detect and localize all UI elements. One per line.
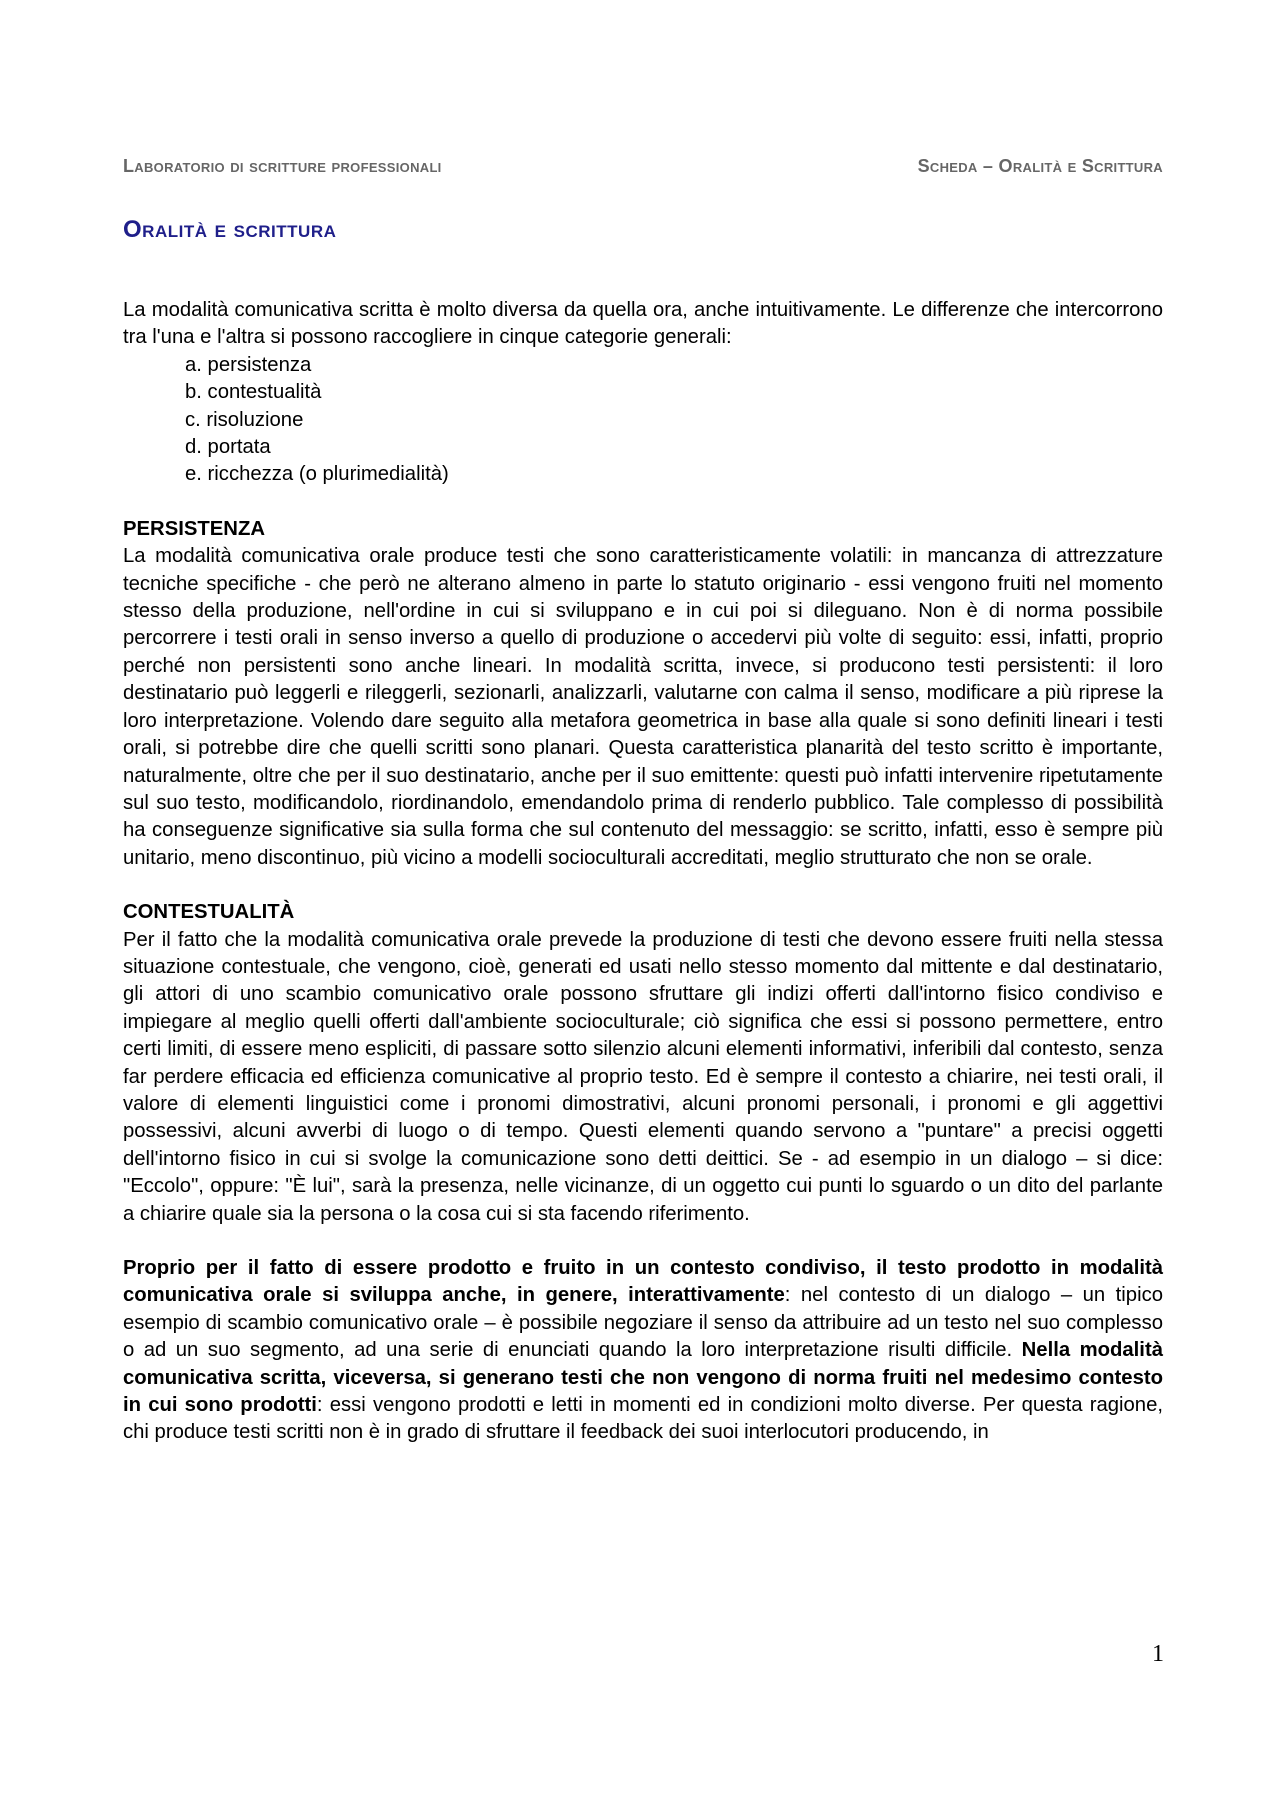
header-sheet-title: Scheda – Oralità e Scrittura [917, 156, 1163, 176]
section-heading-persistenza: PERSISTENZA [123, 517, 265, 540]
list-item: e. ricchezza (o plurimedialità) [185, 463, 449, 486]
header-course-title: Laboratorio di scritture professionali [123, 156, 442, 176]
paragraph-spacer [123, 1228, 1163, 1255]
page-header [123, 156, 1163, 180]
list-item: a. persistenza [185, 353, 312, 376]
paragraph-persistenza: La modalità comunicativa orale produce testi che sono caratteristicamente volatili: in mancanza di attrezzature tecniche specifiche - che però ne alterano almeno in parte lo statuto originario - essi vengono fruiti nel momento stesso della produzione, nell'ordine in cui si sviluppano e in cui poi si dileguano. Non è di norma possibile percorrere i testi orali in senso inverso a quello di produzione o accedervi più volte di seguito: essi, infatti, proprio perché non persistenti sono anche lineari. In modalità scritta, invece, si producono testi persistenti: il loro destinatario può leggerli e rileggerli, sezionarli, analizzarli, valutarne con calma il senso, modificare a più riprese la loro interpretazione. Volendo dare seguito alla metafora geometrica in base alla quale si sono definiti lineari i testi orali, si potrebbe dire che quelli scritti sono planari. Questa caratteristica planarità del testo scritto è importante, naturalmente, oltre che per il suo destinatario, anche per il suo emittente: questi può infatti intervenire ripetutamente sul suo testo, modificandolo, riordinandolo, emendandolo prima di renderlo pubblico. Tale complesso di possibilità ha conseguenze significative sia sulla forma che sul contenuto del messaggio: se scritto, infatti, esso è sempre più unitario, meno discontinuo, più vicino a modelli socioculturali accreditati, meglio strutturato che non se orale. [123, 545, 1163, 869]
paragraph-contestualita: Per il fatto che la modalità comunicativa orale prevede la produzione di testi che devono essere fruiti nella stessa situazione contestuale, che vengono, cioè, generati ed usati nello stesso momento dal mittente e dal destinatario, gli attori di uno scambio comunicativo orale possono sfruttare gli indizi offerti dall'intorno fisico condiviso e impiegare al meglio quelli offerti dall'ambiente socioculturale; ciò significa che essi si possono permettere, entro certi limiti, di essere meno espliciti, di passare sotto silenzio alcuni elementi informativi, inferibili dal contesto, senza far perdere efficacia ed efficienza comunicative al proprio testo. Ed è sempre il contesto a chiarire, nei testi orali, il valore di elementi linguistici come i pronomi dimostrativi, alcuni pronomi personali, i pronomi e gli aggettivi possessivi, alcuni avverbi di luogo o di tempo. Questi elementi quando servono a "puntare" a precisi oggetti dell'intorno fisico in cui si svolge la comunicazione sono detti deittici. Se - ad esempio in un dialogo – si dice: "Eccolo", oppure: "È lui", sarà la presenza, nelle vicinanze, di un oggetto cui punti lo sguardo o un dito del parlante a chiarire quale sia la persona o la cosa cui si sta facendo riferimento. [123, 928, 1163, 1225]
list-item: c. risoluzione [185, 408, 304, 431]
section-heading-contestualita: CONTESTUALITÀ [123, 901, 295, 924]
list-item: d. portata [185, 436, 271, 459]
intro-paragraph: La modalità comunicativa scritta è molto diversa da quella ora, anche intuitivamente. Le differenze che intercorrono tra l'una e l'altra si possono raccogliere in cinque categorie generali: [123, 299, 1163, 349]
page-number: 1 [1152, 1641, 1164, 1667]
emphasis-text: Nella modalità comunicativa scritta, viceversa, si generano testi che non vengono di norma fruiti nel medesimo contesto in cui sono prodotti [123, 1339, 1163, 1417]
emphasis-text: Proprio per il fatto di essere prodotto e fruito in un contesto condiviso, il testo prodotto in modalità comunicativa orale si sviluppa anche, in genere, interattivamente [123, 1257, 1163, 1307]
document-body [123, 297, 1163, 1447]
body-text: : essi vengono prodotti e letti in momenti ed in condizioni molto diverse. Per questa ragione, chi produce testi scritti non è in grado di sfruttare il feedback dei suoi interlocutori producendo, in [123, 1394, 1163, 1444]
document-title: Oralità e scrittura [123, 216, 337, 243]
body-text: : nel contesto di un dialogo – un tipico esempio di scambio comunicativo orale – è possibile negoziare il senso da attribuire ad un testo nel suo complesso o ad un suo segmento, ad una serie di enunciati quando la loro interpretazione risulti difficile. [123, 1284, 1163, 1362]
category-list [123, 352, 1163, 489]
paragraph-interattivita [123, 1255, 1163, 1447]
list-item: b. contestualità [185, 381, 322, 404]
